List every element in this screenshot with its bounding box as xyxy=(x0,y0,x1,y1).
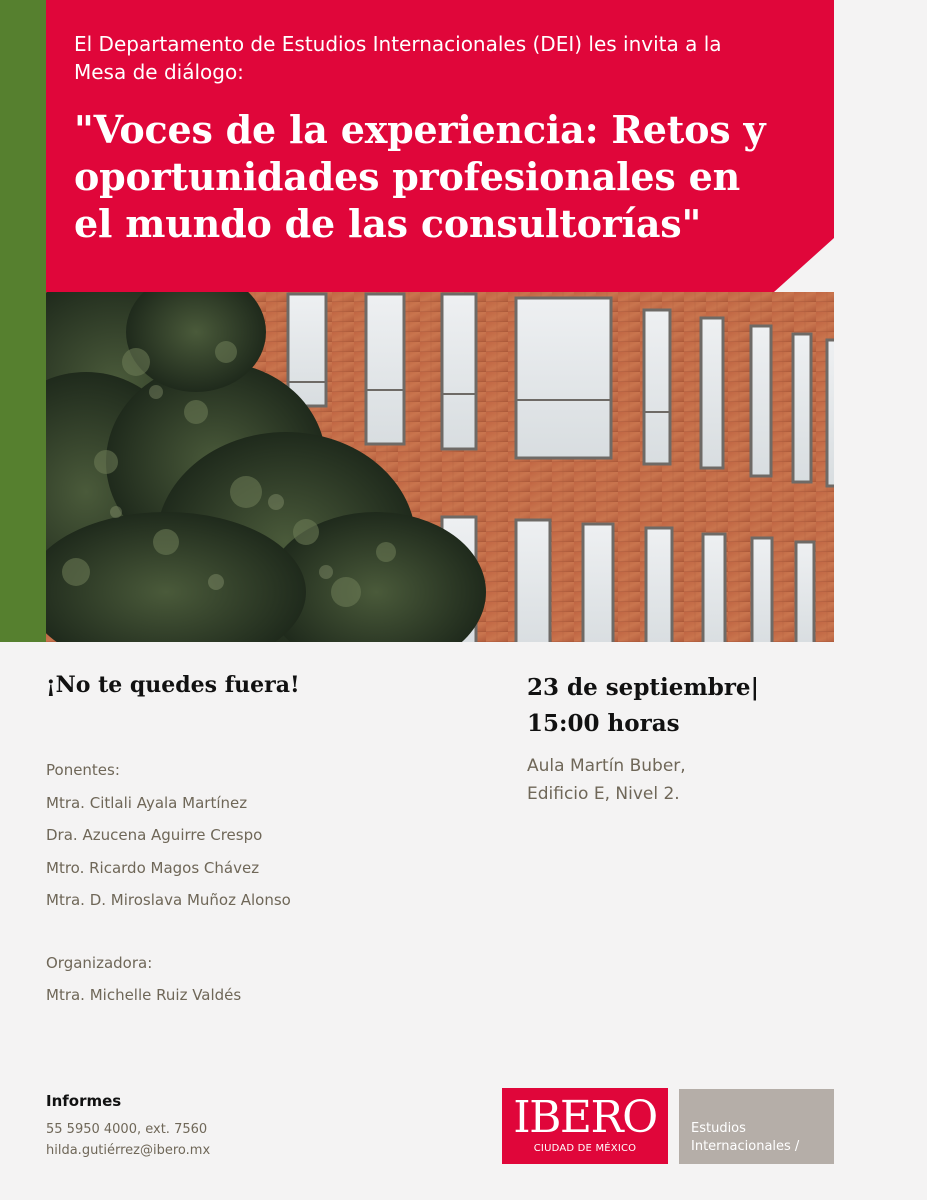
speaker-name: Dra. Azucena Aguirre Crespo xyxy=(46,826,263,844)
event-venue xyxy=(527,752,827,808)
intro-line: El Departamento de Estudios Internacionales (DEI) les invita a la xyxy=(74,32,722,56)
title-line: el mundo de las consultorías" xyxy=(74,201,702,246)
ibero-logo-city: CIUDAD DE MÉXICO xyxy=(533,1143,637,1154)
building-photo-illustration xyxy=(46,292,834,642)
contact-heading: Informes xyxy=(46,1092,122,1110)
department-logo-line: Internacionales / xyxy=(691,1139,800,1154)
department-logo-line: Estudios xyxy=(691,1121,746,1136)
speaker-name: Mtra. Citlali Ayala Martínez xyxy=(46,793,248,812)
organizer-name: Mtra. Michelle Ruiz Valdés xyxy=(46,986,242,1004)
intro-line: Mesa de diálogo: xyxy=(74,60,244,84)
event-time-line: 15:00 horas xyxy=(527,710,680,737)
green-accent-bar xyxy=(0,0,46,642)
event-title xyxy=(74,106,824,247)
speakers-heading: Ponentes: xyxy=(46,761,120,779)
ibero-logo xyxy=(502,1088,668,1164)
department-logo xyxy=(679,1089,834,1164)
venue-line: Aula Martín Buber, xyxy=(527,756,686,776)
building-photo xyxy=(46,292,834,642)
tagline: ¡No te quedes fuera! xyxy=(46,672,300,698)
title-line: oportunidades profesionales en xyxy=(74,154,741,199)
venue-line: Edificio E, Nivel 2. xyxy=(527,784,680,804)
event-date-line: 23 de septiembre| xyxy=(527,674,759,701)
ibero-logo-brand: IBERO xyxy=(513,1092,657,1143)
contact-details xyxy=(46,1119,210,1161)
intro-text xyxy=(74,30,814,86)
title-line: "Voces de la experiencia: Retos y xyxy=(74,107,766,152)
speaker-name: Mtra. D. Miroslava Muñoz Alonso xyxy=(46,891,291,909)
speaker-name: Mtro. Ricardo Magos Chávez xyxy=(46,858,260,877)
speakers-section xyxy=(46,758,466,1016)
event-date xyxy=(527,670,827,742)
contact-email: hilda.gutiérrez@ibero.mx xyxy=(46,1143,211,1158)
organizer-heading: Organizadora: xyxy=(46,953,153,972)
contact-phone: 55 5950 4000, ext. 7560 xyxy=(46,1122,208,1137)
